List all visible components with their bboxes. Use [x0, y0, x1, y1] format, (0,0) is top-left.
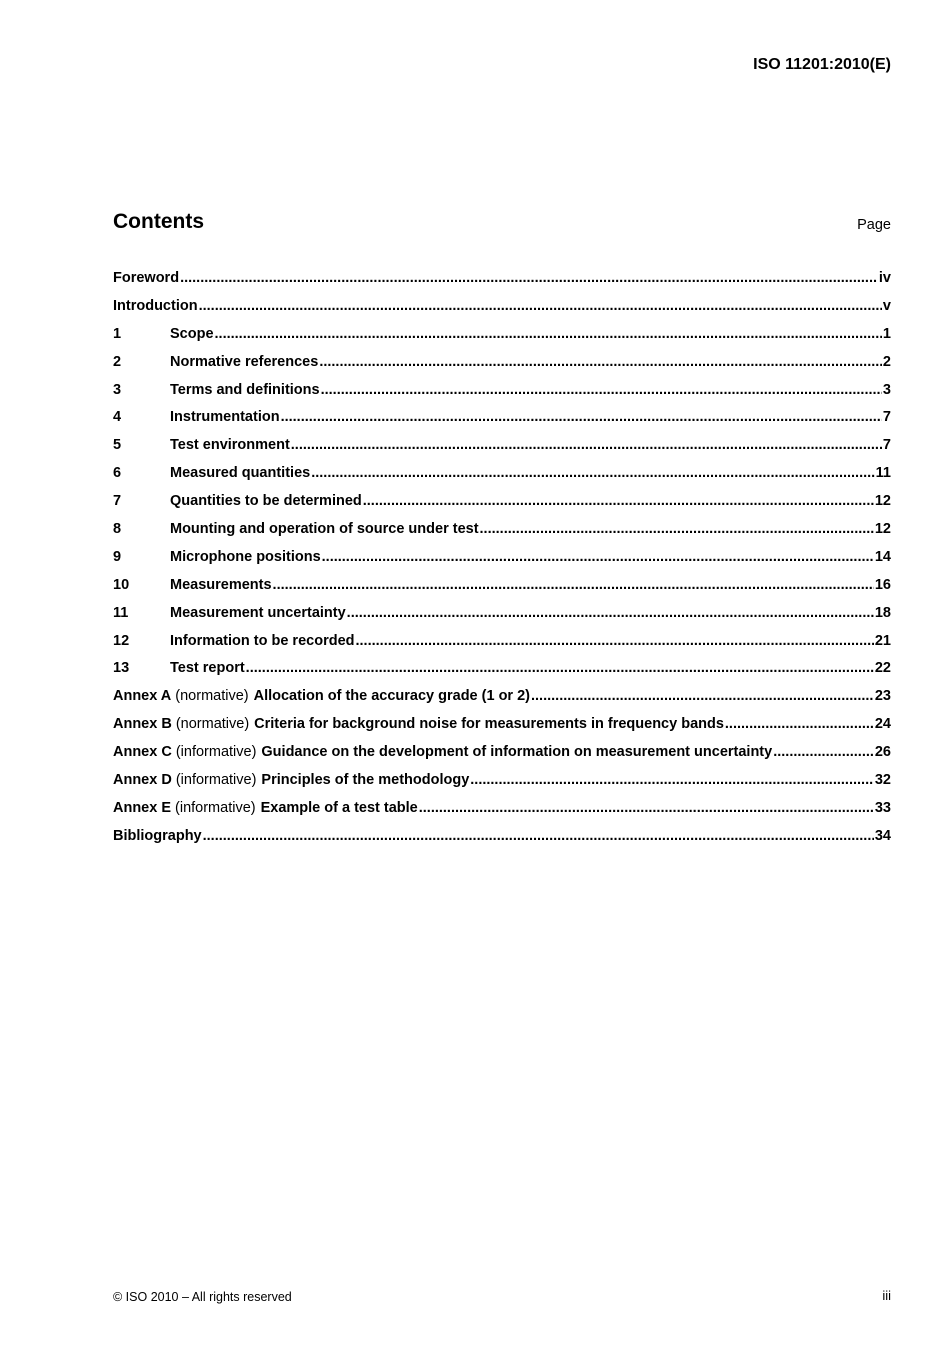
toc-entry-title: Scope — [170, 325, 214, 342]
toc-entry-page: 2 — [882, 353, 891, 370]
toc-entry-title: Guidance on the development of information on measurement uncertainty — [261, 744, 773, 761]
toc-entry-page: 34 — [874, 827, 891, 844]
toc-dot-leader — [319, 349, 882, 377]
toc-entry-page: 32 — [874, 772, 891, 789]
toc-entry[interactable] — [113, 600, 891, 628]
toc-entry[interactable] — [113, 711, 891, 739]
toc-entry-page: 23 — [874, 688, 891, 705]
toc-annex-label: Annex B — [113, 716, 172, 733]
toc-entry[interactable] — [113, 404, 891, 432]
toc-dot-leader — [273, 572, 874, 600]
toc-annex-type: (informative) — [175, 772, 257, 789]
table-of-contents — [113, 265, 891, 851]
contents-title: Contents — [113, 210, 204, 233]
toc-dot-leader — [356, 628, 874, 656]
toc-dot-leader — [531, 683, 874, 711]
toc-dot-leader — [180, 265, 878, 293]
toc-entry-title: Mounting and operation of source under test — [170, 521, 479, 538]
toc-entry-title: Test report — [170, 660, 245, 677]
toc-entry-number: 4 — [113, 409, 122, 426]
toc-entry-page: 7 — [882, 437, 891, 454]
toc-dot-leader — [470, 767, 874, 795]
toc-dot-leader — [347, 600, 874, 628]
toc-entry-number: 9 — [113, 548, 122, 565]
toc-dot-leader — [311, 460, 874, 488]
toc-entry-title: Introduction — [113, 297, 198, 314]
toc-entry-title: Test environment — [170, 437, 290, 454]
toc-entry[interactable] — [113, 516, 891, 544]
toc-entry-page: iv — [878, 270, 891, 286]
toc-entry[interactable] — [113, 377, 891, 405]
toc-entry[interactable] — [113, 460, 891, 488]
toc-entry[interactable] — [113, 572, 891, 600]
toc-dot-leader — [291, 432, 882, 460]
toc-entry-number: 6 — [113, 465, 122, 482]
toc-entry-page: 22 — [874, 660, 891, 677]
toc-entry[interactable] — [113, 683, 891, 711]
toc-entry-page: 14 — [874, 548, 891, 565]
toc-entry-page: 1 — [882, 325, 891, 342]
toc-entry[interactable] — [113, 544, 891, 572]
toc-entry-title: Quantities to be determined — [170, 493, 362, 510]
footer-copyright: © ISO 2010 – All rights reserved — [113, 1290, 292, 1304]
toc-entry-title: Measurements — [170, 576, 272, 593]
toc-entry-title: Foreword — [113, 270, 180, 286]
toc-annex-type: (normative) — [175, 688, 249, 705]
toc-entry-number: 2 — [113, 353, 122, 370]
toc-entry-page: 3 — [882, 381, 891, 398]
toc-entry-title: Microphone positions — [170, 548, 321, 565]
toc-annex-label: Annex D — [113, 772, 172, 789]
toc-entry-number: 1 — [113, 325, 122, 342]
toc-dot-leader — [725, 711, 874, 739]
toc-entry-page: 24 — [874, 716, 891, 733]
toc-entry-page: 18 — [874, 604, 891, 621]
toc-dot-leader — [322, 544, 874, 572]
toc-dot-leader — [321, 377, 882, 405]
toc-entry-title: Principles of the methodology — [261, 772, 470, 789]
toc-entry[interactable] — [113, 293, 891, 321]
toc-annex-type: (normative) — [175, 716, 250, 733]
toc-dot-leader — [480, 516, 874, 544]
toc-annex-label: Annex A — [113, 688, 172, 705]
toc-annex-type: (informative) — [175, 744, 257, 761]
toc-entry-title: Normative references — [170, 353, 319, 370]
toc-entry-title: Terms and definitions — [170, 381, 320, 398]
page-column-label: Page — [857, 217, 891, 233]
toc-entry-title: Measured quantities — [170, 465, 311, 482]
toc-dot-leader — [773, 739, 874, 767]
toc-entry-title: Measurement uncertainty — [170, 604, 346, 621]
toc-dot-leader — [363, 488, 874, 516]
toc-entry-page: 26 — [874, 744, 891, 761]
toc-entry[interactable] — [113, 432, 891, 460]
toc-entry[interactable] — [113, 349, 891, 377]
toc-entry[interactable] — [113, 795, 891, 823]
toc-entry-title: Bibliography — [113, 827, 202, 844]
toc-dot-leader — [246, 655, 874, 683]
toc-entry-number: 3 — [113, 381, 122, 398]
toc-entry-page: v — [882, 297, 891, 314]
toc-entry-page: 11 — [875, 465, 891, 482]
toc-entry[interactable] — [113, 488, 891, 516]
toc-entry-number: 8 — [113, 521, 122, 538]
toc-dot-leader — [419, 795, 874, 823]
toc-entry[interactable] — [113, 655, 891, 683]
toc-entry-title: Instrumentation — [170, 409, 280, 426]
toc-dot-leader — [281, 404, 882, 432]
toc-entry-number: 5 — [113, 437, 122, 454]
toc-entry-number: 7 — [113, 493, 122, 510]
toc-entry-number: 12 — [113, 632, 130, 649]
toc-entry-title: Allocation of the accuracy grade (1 or 2) — [253, 688, 530, 705]
toc-annex-label: Annex E — [113, 799, 172, 816]
footer-page-number: iii — [882, 1288, 891, 1303]
toc-annex-label: Annex C — [113, 744, 172, 761]
toc-entry-page: 33 — [874, 799, 891, 816]
toc-entry[interactable] — [113, 321, 891, 349]
toc-entry[interactable] — [113, 628, 891, 656]
toc-dot-leader — [199, 293, 882, 321]
toc-entry-page: 21 — [874, 632, 891, 649]
toc-entry[interactable] — [113, 265, 891, 293]
toc-annex-type: (informative) — [175, 799, 256, 816]
toc-entry-page: 12 — [874, 493, 891, 510]
toc-entry-number: 11 — [113, 604, 129, 621]
toc-dot-leader — [203, 823, 874, 851]
toc-entry-title: Example of a test table — [260, 799, 418, 816]
toc-entry-title: Criteria for background noise for measurements in frequency bands — [254, 716, 724, 733]
toc-entry-page: 12 — [874, 521, 891, 538]
document-id: ISO 11201:2010(E) — [753, 56, 891, 73]
toc-entry[interactable] — [113, 767, 891, 795]
toc-entry-number: 10 — [113, 576, 130, 593]
toc-dot-leader — [215, 321, 882, 349]
toc-entry-title: Information to be recorded — [170, 632, 355, 649]
toc-entry-page: 7 — [882, 409, 891, 426]
toc-entry-page: 16 — [874, 576, 891, 593]
toc-entry-number: 13 — [113, 660, 130, 677]
toc-entry[interactable] — [113, 823, 891, 851]
toc-entry[interactable] — [113, 739, 891, 767]
